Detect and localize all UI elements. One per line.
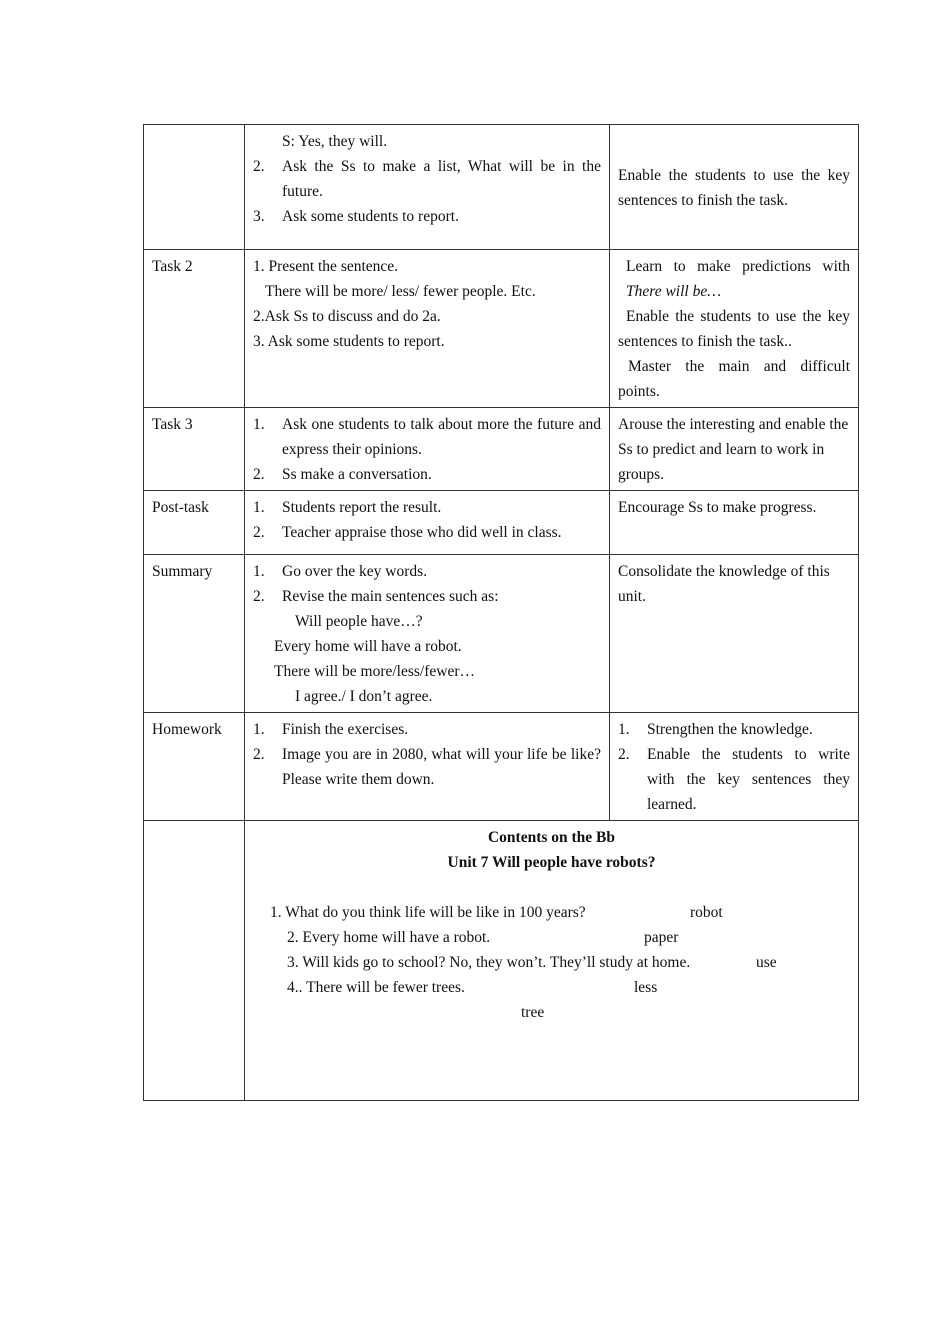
list-item: 1. Strengthen the knowledge. — [618, 721, 813, 738]
table-row — [144, 555, 859, 713]
list-item: 2. Image you are in 2080, what will your life be like? Please write them down. — [253, 746, 601, 788]
list-item: 2. Enable the students to write with the key sentences they learned. — [618, 746, 850, 813]
list-item: 2. Ss make a conversation. — [253, 466, 432, 483]
table-row — [144, 713, 859, 821]
board-line: 4.. There will be fewer trees. less — [287, 979, 658, 996]
board-line: 2. Every home will have a robot. paper — [287, 929, 679, 946]
procedure-cell — [245, 713, 610, 821]
table-row — [144, 821, 859, 1101]
blackboard-cell — [245, 821, 859, 1101]
step-cell: Task 2 — [144, 250, 245, 408]
list-item: 3. Ask some students to report. — [253, 208, 459, 225]
board-line: 3. Will kids go to school? No, they won’t. They’ll study at home. use — [287, 954, 777, 971]
list-item: 1. Students report the result. — [253, 499, 442, 516]
purpose-cell: Enable the students to use the key sentences to finish the task. — [610, 125, 859, 250]
board-line: tree — [521, 1004, 545, 1021]
procedure-line: S: Yes, they will. — [282, 133, 388, 150]
table-row — [144, 408, 859, 491]
procedure-cell: 1. Go over the key words. 2. Revise the main sentences such as: Will people have…? Every home will have a robot. There will be more/less/fewer… I agree./ I don’t agree. — [245, 555, 610, 713]
list-item: 2. Ask the Ss to make a list, What will be in the future. — [253, 158, 601, 200]
lesson-plan-table — [143, 124, 859, 1101]
step-cell: Summary — [144, 555, 245, 713]
procedure-cell — [245, 491, 610, 555]
purpose-cell: Learn to make predictions with There will be… Enable the students to use the key sentences to finish the task.. Master the main and difficult points. — [610, 250, 859, 408]
table-row — [144, 491, 859, 555]
list-item: 1. Finish the exercises. — [253, 721, 409, 738]
board-subtitle: Unit 7 Will people have robots? — [447, 854, 656, 871]
purpose-cell: Arouse the interesting and enable the Ss to predict and learn to work in groups. — [610, 408, 859, 491]
procedure-cell — [245, 408, 610, 491]
list-item: 2. Revise the main sentences such as: — [253, 588, 499, 605]
step-cell: Homework — [144, 713, 245, 821]
step-cell — [144, 125, 245, 250]
list-item: 1. Ask one students to talk about more the future and express their opinions. — [253, 416, 601, 458]
purpose-cell — [610, 713, 859, 821]
step-cell: Task 3 — [144, 408, 245, 491]
list-item: 1. Go over the key words. — [253, 563, 428, 580]
purpose-cell: Encourage Ss to make progress. — [610, 491, 859, 555]
board-title: Contents on the Bb — [487, 829, 616, 846]
procedure-cell: 1. Present the sentence. There will be more/ less/ fewer people. Etc. 2.Ask Ss to discuss and do 2a. 3. Ask some students to report. — [245, 250, 610, 408]
step-cell: Post-task — [144, 491, 245, 555]
procedure-cell — [245, 125, 610, 250]
board-line: 1. What do you think life will be like in 100 years? robot — [270, 904, 723, 921]
step-cell — [144, 821, 245, 1101]
table-row — [144, 250, 859, 408]
purpose-cell: Consolidate the knowledge of this unit. — [610, 555, 859, 713]
list-item: 2. Teacher appraise those who did well in class. — [253, 524, 562, 541]
table-row — [144, 125, 859, 250]
